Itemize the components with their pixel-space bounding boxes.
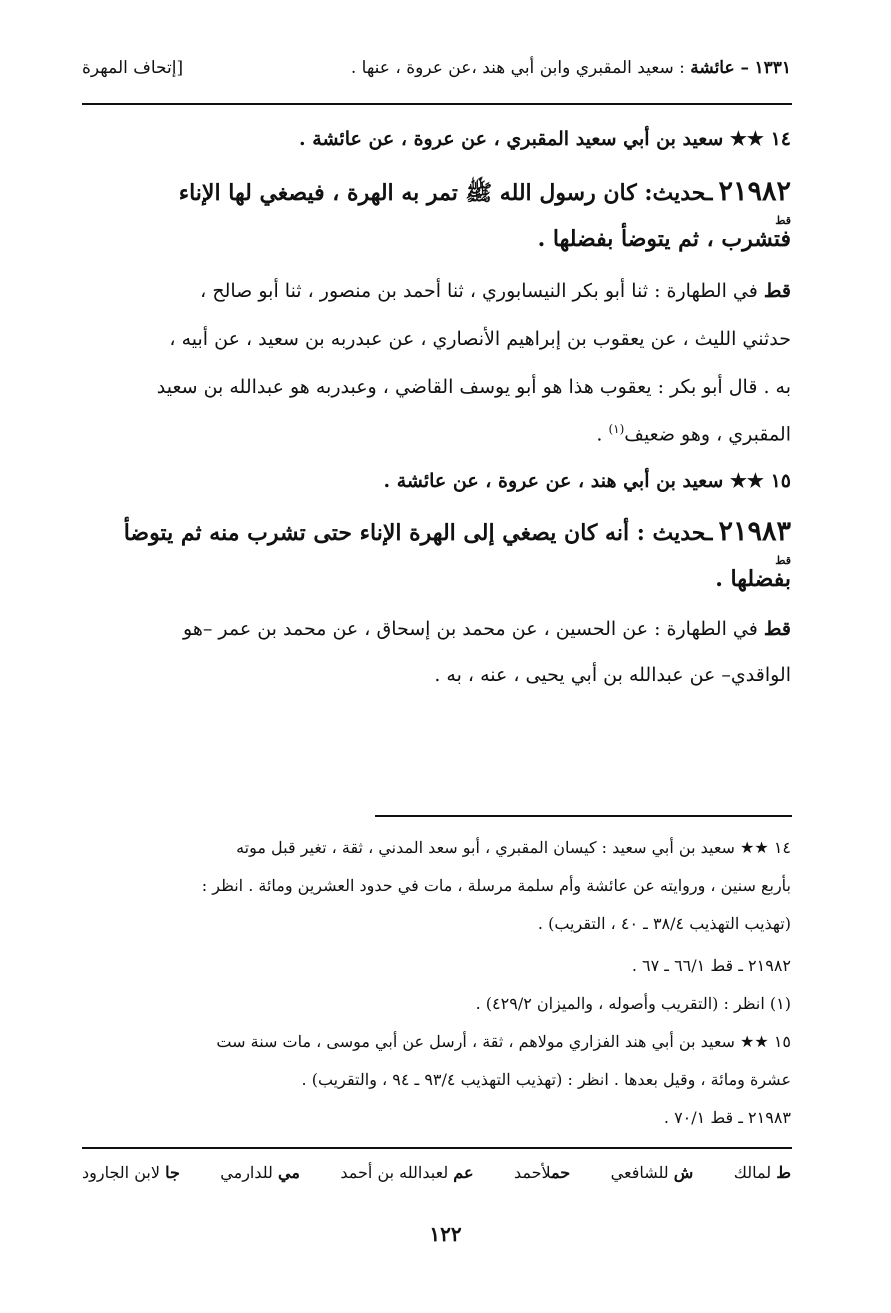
running-title-num: ١٣٣١ [754, 58, 791, 78]
footnote-rule [375, 815, 792, 817]
source-21982-line4: المقبري ، وهو ضعيف$^{(١)}$ . [596, 422, 791, 446]
running-title-rest: : سعيد المقبري وابن أبي هند ،عن عروة ، عنها . [350, 58, 685, 78]
source-label: قط [763, 618, 791, 640]
running-title-name: عائشة [690, 58, 735, 78]
abbr-item: مي للدارمي [220, 1163, 300, 1182]
narrator-heading-15: ١٥ ★★ سعيد بن أبي هند ، عن عروة ، عن عائشة . [383, 470, 791, 492]
footnote-15-line1: ١٥ ★★ سعيد بن أبي هند الفزاري مولاهم ، ثقة ، أرسل عن أبي موسى ، مات سنة ست [216, 1032, 791, 1051]
hadith-number: ٢١٩٨٣ [718, 516, 791, 547]
source-21983-line1: قط في الطهارة : عن الحسين ، عن محمد بن إسحاق ، عن محمد بن عمر –هو [183, 618, 791, 640]
abbr-item: جا لابن الجارود [82, 1163, 180, 1182]
hadith-21982-line1 [82, 176, 791, 211]
source-21982-line3: به . قال أبو بكر : يعقوب هذا هو أبو يوسف القاضي ، وعبدربه هو عبدالله بن سعيد [156, 376, 791, 398]
hadith-21982-line2: فتشرب ، ثم يتوضأ بفضلها . [537, 226, 791, 252]
source-21982-line2: حدثني الليث ، عن يعقوب بن إبراهيم الأنصاري ، عن عبدربه بن سعيد ، عن أبيه ، [169, 328, 791, 350]
source-21983-line2: الواقدي– عن عبدالله بن أبي يحيى ، عنه ، به . [434, 664, 791, 686]
abbreviations-key [82, 1163, 791, 1182]
abbr-item: ش للشافعي [610, 1163, 694, 1182]
hadith-text: ـحديث : أنه كان يصغي إلى الهرة الإناء حتى تشرب منه ثم يتوضأ [123, 520, 713, 546]
book-title: [إتحاف المهرة [82, 58, 184, 78]
abbr-item: عم لعبدالله بن أحمد [340, 1163, 474, 1182]
footnote-21982: ٢١٩٨٢ ـ قط ٦٦/١ ـ ٦٧ . [631, 956, 791, 975]
hadith-number: ٢١٩٨٢ [718, 176, 791, 207]
hadith-21983-line2: بفضلها . [715, 566, 791, 592]
footnote-14-line3: (تهذيب التهذيب ٣٨/٤ ـ ٤٠ ، التقريب) . [537, 914, 791, 933]
footnote-15-line2: عشرة ومائة ، وقيل بعدها . انظر : (تهذيب التهذيب ٩٣/٤ ـ ٩٤ ، والتقريب) . [301, 1070, 791, 1089]
narrator-heading-14: ١٤ ★★ سعيد بن أبي سعيد المقبري ، عن عروة ، عن عائشة . [299, 128, 791, 150]
source-label: قط [763, 280, 791, 302]
source-mark: قط [775, 554, 791, 567]
abbr-item: حملأحمد [513, 1163, 571, 1182]
hadith-21983-line1 [82, 516, 791, 547]
hadith-text: ـحديث: كان رسول الله ﷺ تمر به الهرة ، فيصغي لها الإناء [178, 180, 713, 206]
footnote-14-line2: بأربع سنين ، وروايته عن عائشة وأم سلمة مرسلة ، مات في حدود العشرين ومائة . انظر : [201, 876, 791, 895]
abbreviations-rule [82, 1147, 792, 1149]
footnote-1: (١) انظر : (التقريب وأصوله ، والميزان ٤٢٩/٢) . [475, 994, 791, 1013]
source-21982-line1: قط في الطهارة : ثنا أبو بكر النيسابوري ، ثنا أحمد بن منصور ، ثنا أبو صالح ، [200, 280, 791, 302]
header-rule [82, 103, 792, 105]
running-title: ١٣٣١ – عائشة : سعيد المقبري وابن أبي هند ،عن عروة ، عنها . [350, 58, 791, 78]
abbr-item: ط لمالك [733, 1163, 791, 1182]
source-mark: قط [775, 214, 791, 227]
footnote-14-line1: ١٤ ★★ سعيد بن أبي سعيد : كيسان المقبري ، أبو سعد المدني ، ثقة ، تغير قبل موته [236, 838, 791, 857]
page-number: ١٢٢ [429, 1222, 462, 1246]
footnote-21983: ٢١٩٨٣ ـ قط ٧٠/١ . [663, 1108, 791, 1127]
footnote-ref: (١) [608, 422, 625, 436]
